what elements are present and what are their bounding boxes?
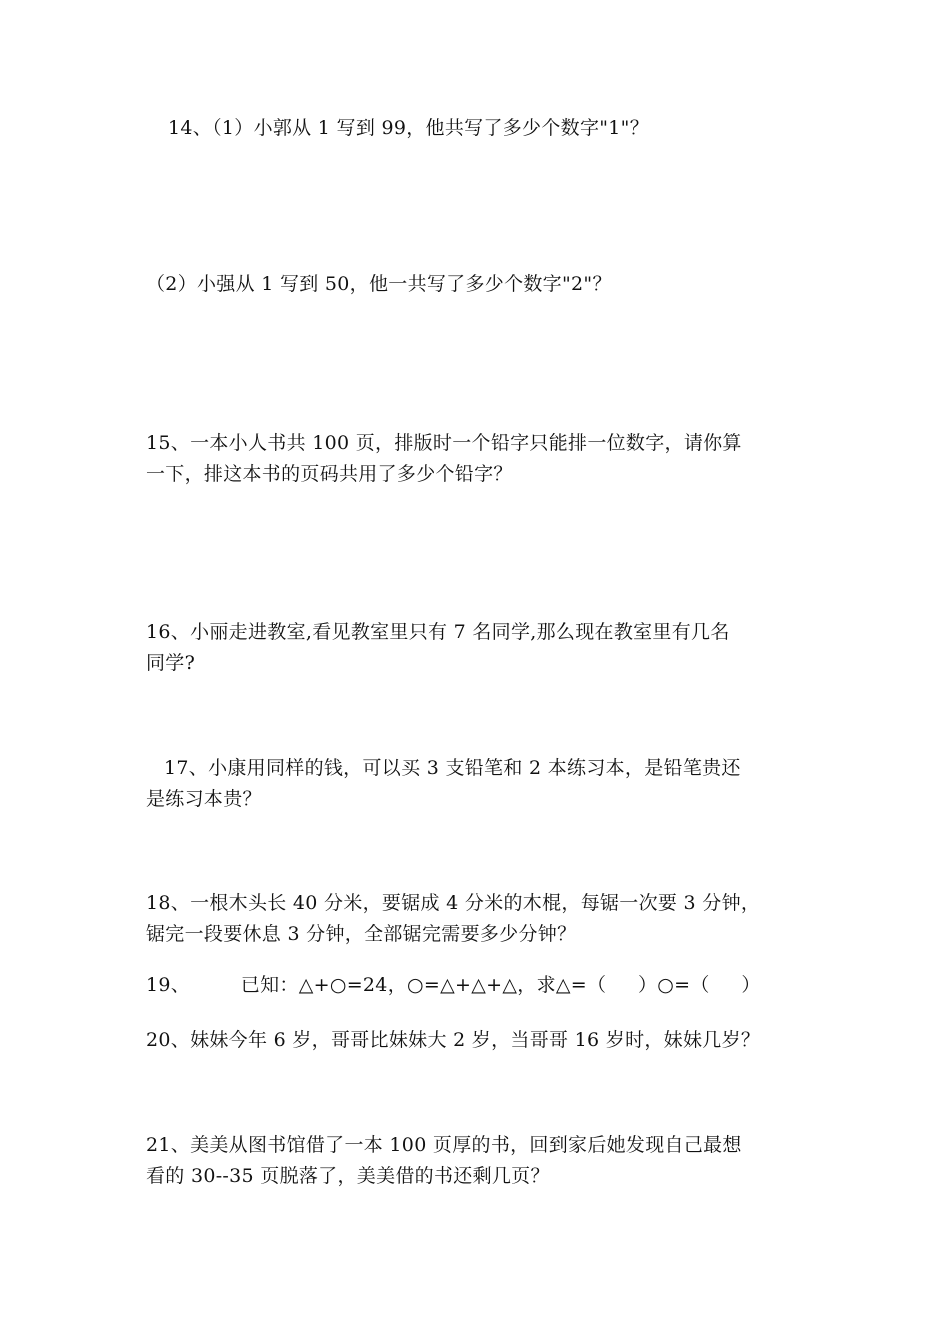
question-14-part-2: （2）小强从 1 写到 50，他一共写了多少个数字"2"？	[146, 273, 612, 295]
question-18-line-2: 锯完一段要休息 3 分钟，全部锯完需要多少分钟？	[146, 923, 577, 945]
question-19: 19、 已知：△+○=24，○=△+△+△，求△=（ ）○=（ ）	[146, 974, 761, 996]
question-17-line-1: 17、小康用同样的钱，可以买 3 支铅笔和 2 本练习本，是铅笔贵还	[164, 757, 741, 779]
question-15-line-1: 15、一本小人书共 100 页，排版时一个铅字只能排一位数字，请你算	[146, 432, 742, 454]
question-14-part-1: 14、（1）小郭从 1 写到 99，他共写了多少个数字"1"？	[168, 117, 650, 139]
question-16-line-1: 16、小丽走进教室,看见教室里只有 7 名同学,那么现在教室里有几名	[146, 621, 730, 643]
question-18-line-1: 18、一根木头长 40 分米，要锯成 4 分米的木棍，每锯一次要 3 分钟，	[146, 892, 761, 914]
question-20: 20、妹妹今年 6 岁，哥哥比妹妹大 2 岁，当哥哥 16 岁时，妹妹几岁？	[146, 1029, 761, 1051]
question-16-line-2: 同学?	[146, 652, 196, 674]
question-21-line-1: 21、美美从图书馆借了一本 100 页厚的书，回到家后她发现自己最想	[146, 1134, 742, 1156]
question-21-line-2: 看的 30--35 页脱落了，美美借的书还剩几页？	[146, 1165, 550, 1187]
question-15-line-2: 一下，排这本书的页码共用了多少个铅字？	[146, 463, 513, 485]
question-17-line-2: 是练习本贵？	[146, 788, 262, 810]
